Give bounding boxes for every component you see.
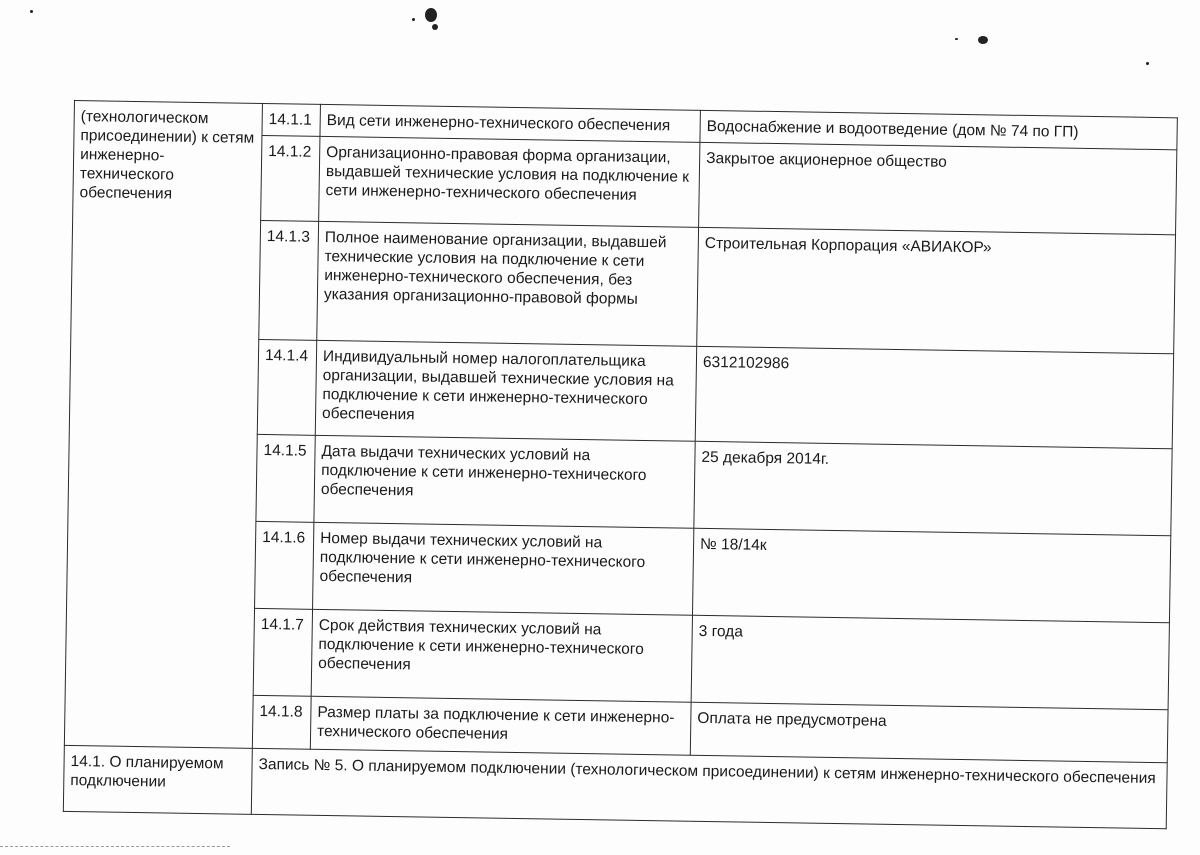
item-name: Полное наименование организации, выдавшей технические условия на подключение к сети инженерно-технического обеспечения, без указания организационно-правовой формы bbox=[317, 221, 699, 346]
item-number: 14.1.8 bbox=[252, 695, 311, 749]
item-value: № 18/14к bbox=[692, 528, 1170, 622]
document-table bbox=[63, 100, 1178, 829]
scan-speck bbox=[955, 38, 958, 40]
item-value: Закрытое акционерное общество bbox=[699, 142, 1177, 234]
item-value: 25 декабря 2014г. bbox=[694, 441, 1172, 535]
scan-speck bbox=[978, 36, 988, 44]
item-name: Срок действия технических условий на подключение к сети инженерно-технического обеспечения bbox=[311, 609, 692, 702]
item-name: Организационно-правовая форма организации, выдавшей технические условия на подключение к сети инженерно-технического обеспечения bbox=[319, 136, 700, 227]
item-number: 14.1.3 bbox=[259, 220, 319, 340]
item-value: Строительная Корпорация «АВИАКОР» bbox=[697, 227, 1176, 353]
scan-speck bbox=[432, 24, 438, 30]
scan-speck bbox=[30, 10, 33, 13]
scan-edge-line bbox=[0, 846, 230, 847]
bottom-label-cell: 14.1. О планируемом подключении bbox=[63, 746, 252, 815]
section-label-cell: (технологическом присоединении) к сетям инженерно-технического обеспечения bbox=[64, 101, 262, 749]
scan-speck bbox=[412, 18, 415, 21]
item-number: 14.1.7 bbox=[253, 608, 312, 696]
item-name: Вид сети инженерно-технического обеспечения bbox=[320, 104, 700, 142]
item-name: Номер выдачи технических условий на подключение к сети инженерно-технического обеспечения bbox=[313, 522, 694, 615]
item-name: Размер платы за подключение к сети инженерно-технического обеспечения bbox=[310, 696, 691, 755]
item-value: Оплата не предусмотрена bbox=[690, 702, 1168, 763]
item-value: 6312102986 bbox=[695, 346, 1173, 449]
item-number: 14.1.5 bbox=[256, 434, 315, 522]
item-name: Дата выдачи технических условий на подключение к сети инженерно-технического обеспечения bbox=[314, 435, 695, 528]
scan-speck bbox=[425, 8, 437, 22]
scan-speck bbox=[1146, 62, 1149, 65]
item-number: 14.1.4 bbox=[257, 339, 316, 435]
item-value: 3 года bbox=[691, 615, 1169, 709]
item-number: 14.1.2 bbox=[261, 135, 320, 221]
item-number: 14.1.6 bbox=[255, 521, 314, 609]
record-title-cell: Запись № 5. О планируемом подключении (технологическом присоединении) к сетям инженерно-технического обеспечения bbox=[251, 749, 1167, 829]
item-number: 14.1.1 bbox=[262, 103, 320, 136]
item-value: Водоснабжение и водоотведение (дом № 74 по ГП) bbox=[700, 110, 1177, 149]
item-name: Индивидуальный номер налогоплательщика организации, выдавшей технические условия на подключение к сети инженерно-технического обеспечения bbox=[315, 340, 696, 441]
